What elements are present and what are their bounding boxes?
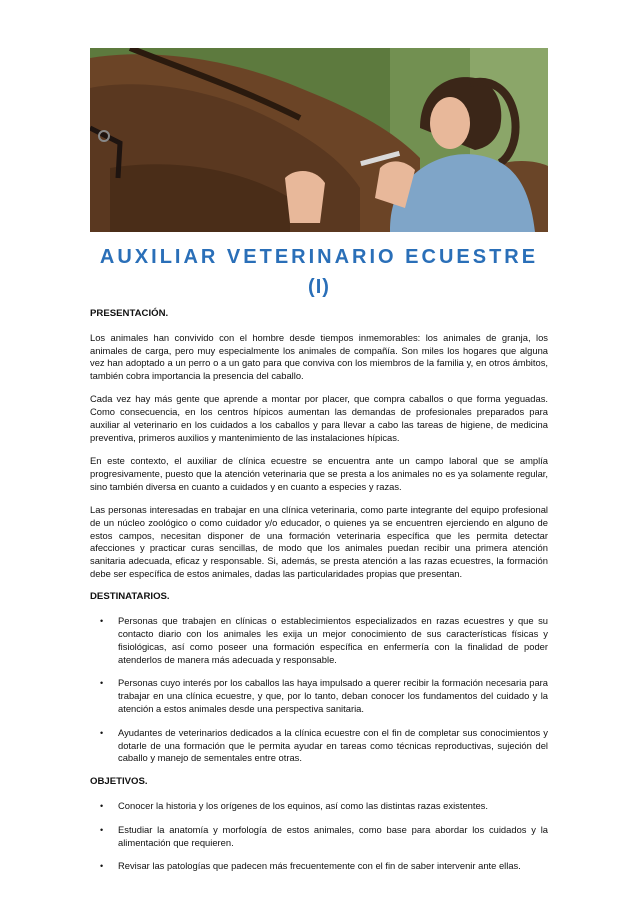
bullet-icon: • <box>100 861 104 872</box>
list-item <box>90 727 548 765</box>
list-item-text: Personas que trabajen en clínicas o establecimientos especializados en razas ecuestres y que su contacto diario con los animales les exija un mejor conocimiento de sus características físicas y fisiológicas, así como poseer una formación específica en enfermería con la finalidad de poder atenderlos de manera más adecuada y responsable. <box>118 615 548 665</box>
hero-photo <box>90 48 548 232</box>
list-item <box>90 824 548 850</box>
horse-vet-illustration <box>90 48 548 232</box>
list-item-text: Ayudantes de veterinarios dedicados a la clínica ecuestre con el fin de completar sus conocimientos y dotarle de una formación que le permita ayudar en tareas como técnicas reproductivas, sujeción del caballo y manejo de sementales entre otras. <box>118 726 548 764</box>
bullet-icon: • <box>100 616 104 627</box>
section-heading-presentacion: PRESENTACIÓN. <box>90 308 169 319</box>
list-item <box>90 677 548 715</box>
paragraph: Los animales han convivido con el hombre desde tiempos inmemorables: los animales de granja, los animales de carga, pero muy especialmente los animales de compañía. Son miles los hogares que alguna vez han adoptado a un perro o a un gato para que conviva con los miembros de la familia y, en otros ámbitos, también cobra importancia la presencia del caballo. <box>90 331 548 382</box>
list-item <box>90 615 548 666</box>
paragraph: Las personas interesadas en trabajar en una clínica veterinaria, como parte integrante del equipo profesional de un núcleo zoológico o como cuidador y/o educador, o quienes ya se encuentren ejerciendo en alguno de estos campos, necesitan disponer de una formación veterinaria específica que les permita detectar afecciones y practicar curas sencillas, de modo que los animales puedan recibir una primera atención sanitaria adecuada, eficaz y responsable. Si, además, se presta atención a las razas ecuestres, la formación debe ser específica de estos animales, dadas las particularidades propias que presentan. <box>90 504 548 580</box>
bullet-icon: • <box>100 800 104 811</box>
bullet-icon: • <box>100 824 104 835</box>
section-heading-objetivos: OBJETIVOS. <box>90 776 148 788</box>
bullet-icon: • <box>100 727 104 738</box>
document-title: AUXILIAR VETERINARIO ECUESTRE <box>99 246 539 268</box>
list-item-text: Estudiar la anatomía y morfología de estos animales, como base para abordar los cuidados y la alimentación que requieren. <box>118 823 548 848</box>
section-heading-destinatarios: DESTINATARIOS. <box>90 591 170 603</box>
list-item <box>90 800 548 813</box>
list-item <box>90 860 548 873</box>
list-item-text: Revisar las patologías que padecen más frecuentemente con el fin de saber intervenir ante ellas. <box>118 860 521 872</box>
objetivos-list <box>90 800 548 873</box>
list-item-text: Conocer la historia y los orígenes de los equinos, así como las distintas razas existentes. <box>118 799 488 811</box>
bullet-icon: • <box>100 678 104 689</box>
list-item-text: Personas cuyo interés por los caballos las haya impulsado a querer recibir la formación necesaria para trabajar en una clínica ecuestre, y que, por lo tanto, deban conocer los fundamentos del cuidado y la atención a estos animales desde una perspectiva sanitaria. <box>118 677 548 714</box>
document-title-number: (I) <box>308 276 330 298</box>
destinatarios-list <box>90 615 548 765</box>
paragraph: En este contexto, el auxiliar de clínica ecuestre se encuentra ante un campo laboral que se amplía progresivamente, puesto que la atención veterinaria que se presta a los animales no es ya solamente regular, sino también diversa en cuanto a cuidados y en cuanto a especies y razas. <box>90 455 548 492</box>
document-body <box>90 308 548 884</box>
paragraph: Cada vez hay más gente que aprende a montar por placer, que compra caballos o que forma yeguadas. Como consecuencia, en los centros hípicos aumentan las demandas de profesionales preparados para auxiliar al veterinario en los cuidados a los caballos y para llevar a cabo las tareas de higiene, de medicina preventiva, primeros auxilios y mantenimiento de las instalaciones hípicas. <box>90 393 548 443</box>
